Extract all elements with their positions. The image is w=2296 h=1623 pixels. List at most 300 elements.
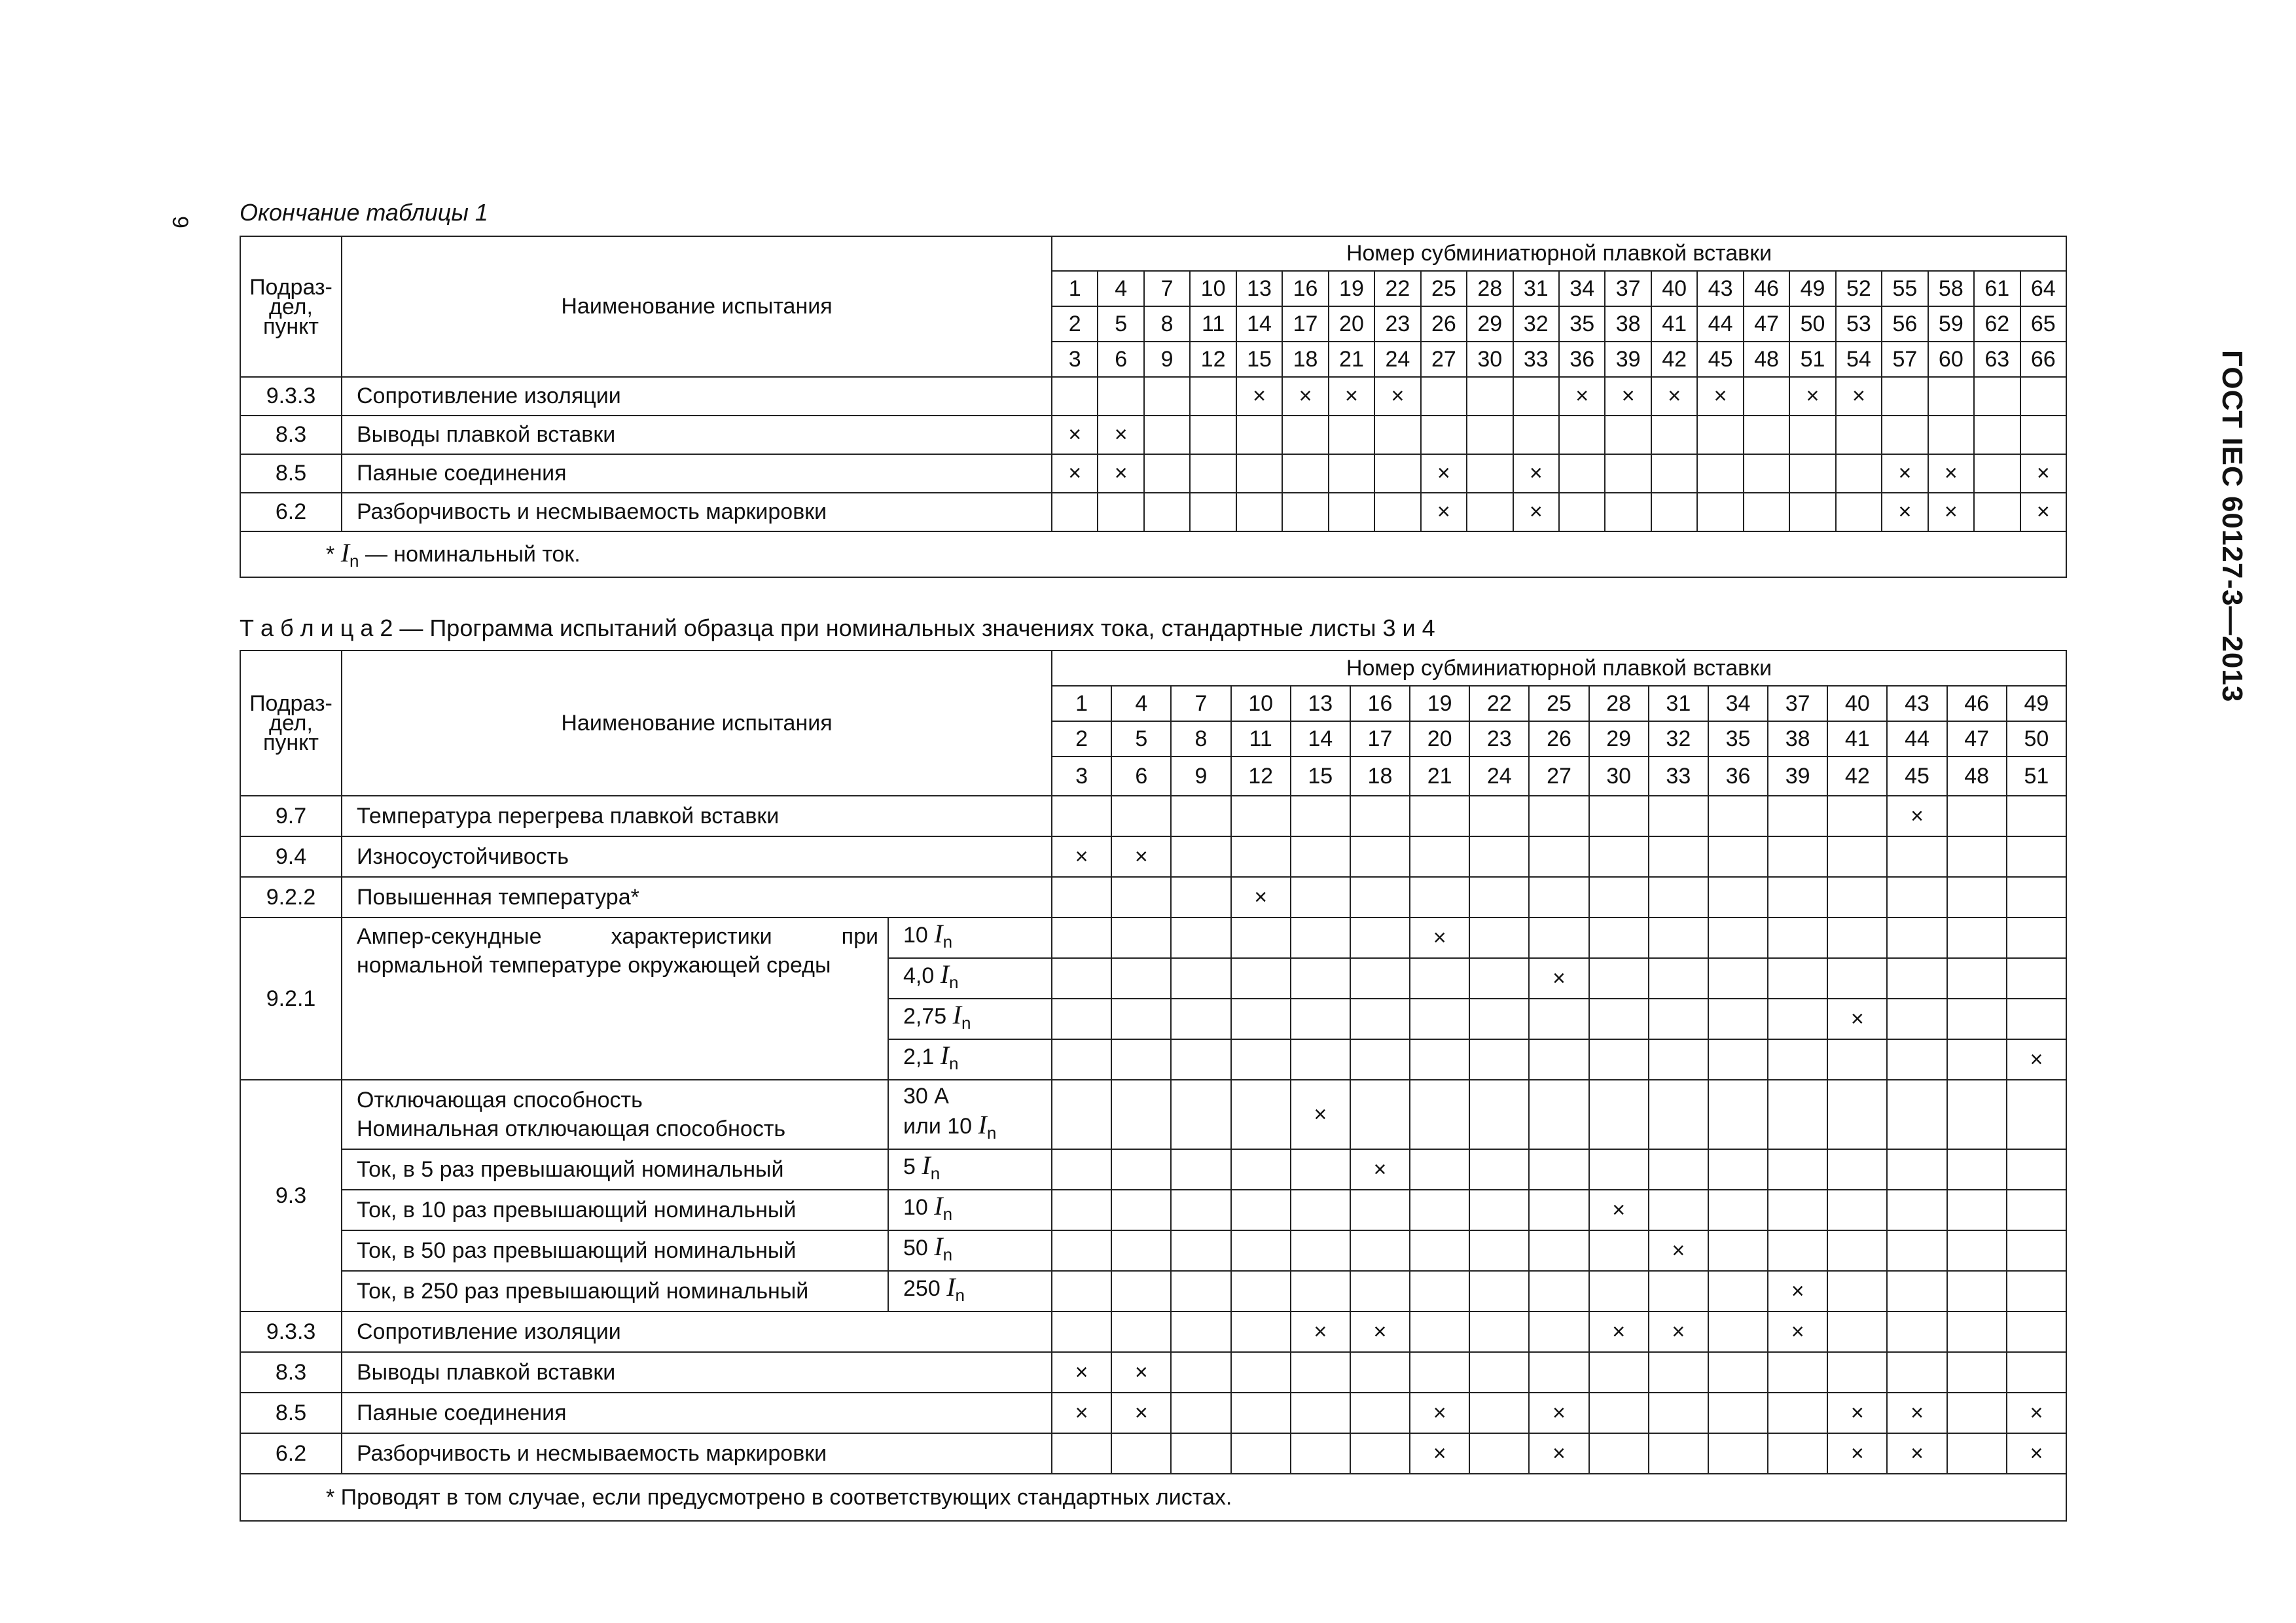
mark-cell: [1171, 1271, 1230, 1311]
mark-cell: [1513, 454, 1559, 493]
mark-cell: [1947, 796, 2007, 836]
mark-x: ×: [1552, 965, 1566, 991]
mark-cell: [1052, 999, 1111, 1039]
mark-cell: [1789, 454, 1835, 493]
mark-cell: [1768, 999, 1827, 1039]
mark-cell: [1947, 918, 2007, 958]
mark-x: ×: [2030, 1400, 2043, 1425]
mark-cell: [1529, 1352, 1588, 1393]
sample-number: 30: [1589, 757, 1649, 796]
mark-cell: [1111, 1393, 1171, 1433]
col-test-name-header: Наименование испытания: [342, 236, 1052, 377]
sample-number: 14: [1291, 721, 1350, 757]
sample-number: 63: [1974, 342, 2020, 377]
mark-cell: [1171, 1190, 1230, 1230]
mark-cell: [1231, 1352, 1291, 1393]
sample-number: 1: [1052, 686, 1111, 721]
current-subscript: n: [350, 551, 359, 571]
subsection-number: 9.4: [240, 836, 342, 877]
table2-footnote: * Проводят в том случае, если предусмотрено в соответствующих стандартных листах.: [240, 1474, 2066, 1521]
mark-cell: [1469, 796, 1529, 836]
mark-cell: [1144, 416, 1190, 454]
sample-number: 19: [1329, 271, 1374, 306]
table-row: [240, 377, 2066, 416]
mark-cell: [1589, 958, 1649, 999]
mark-cell: [1231, 796, 1291, 836]
sample-number: 38: [1605, 306, 1651, 342]
col-subsection-header: Подраз-дел, пункт: [240, 651, 342, 796]
current-symbol: I: [940, 959, 950, 990]
sample-number: 37: [1605, 271, 1651, 306]
test-name-line: Ток, в 250 раз превышающий номинальный: [357, 1279, 809, 1304]
mark-cell: [1052, 377, 1098, 416]
mark-cell: [1887, 1433, 1946, 1474]
mark-cell: [1882, 377, 1928, 416]
mark-cell: [1887, 958, 1946, 999]
table-row: [240, 1190, 2066, 1230]
mark-cell: [1236, 493, 1282, 531]
mark-cell: [1350, 1271, 1410, 1311]
sample-number: 41: [1651, 306, 1697, 342]
test-name-line: Ток, в 10 раз превышающий номинальный: [357, 1198, 797, 1222]
mark-cell: [1171, 1311, 1230, 1352]
mark-cell: [1098, 454, 1143, 493]
sample-number: 29: [1589, 721, 1649, 757]
mark-cell: [1469, 999, 1529, 1039]
mark-cell: [1291, 836, 1350, 877]
mark-x: ×: [2036, 461, 2050, 486]
mark-cell: [1887, 918, 1946, 958]
mark-cell: [1708, 1271, 1768, 1311]
sample-number: 28: [1589, 686, 1649, 721]
table2-footnote-row: [240, 1474, 2066, 1521]
sample-number: 33: [1513, 342, 1559, 377]
mark-cell: [1708, 877, 1768, 918]
mark-cell: [2007, 1230, 2066, 1271]
sample-number: 43: [1887, 686, 1946, 721]
mark-cell: [1171, 1393, 1230, 1433]
mark-x: ×: [1068, 422, 1082, 447]
mark-cell: [1350, 1230, 1410, 1271]
mark-cell: [1350, 1433, 1410, 1474]
mark-x: ×: [1552, 1440, 1566, 1466]
subsection-number: 9.3: [240, 1080, 342, 1311]
mark-cell: [1410, 1352, 1469, 1393]
sample-number: 21: [1410, 757, 1469, 796]
mark-cell: [1768, 1039, 1827, 1080]
current-multiplier: 10: [903, 923, 928, 948]
sample-number: 39: [1605, 342, 1651, 377]
mark-cell: [1529, 1271, 1588, 1311]
sample-number: 35: [1708, 721, 1768, 757]
mark-cell: [1768, 1230, 1827, 1271]
mark-x: ×: [1314, 1319, 1327, 1344]
mark-cell: [1529, 1080, 1588, 1149]
table2-caption: Т а б л и ц а 2 — Программа испытаний образца при номинальных значениях тока, стандартные листы 3 и 4: [240, 615, 1435, 641]
mark-cell: [1827, 1311, 1887, 1352]
test-name: Температура перегрева плавкой вставки: [342, 796, 1052, 836]
mark-cell: [2007, 999, 2066, 1039]
mark-cell: [1052, 836, 1111, 877]
test-name: Сопротивление изоляции: [342, 1311, 1052, 1352]
sample-number: 66: [2020, 342, 2067, 377]
mark-cell: [2007, 1149, 2066, 1190]
mark-cell: [1651, 416, 1697, 454]
mark-cell: [1410, 1433, 1469, 1474]
sample-number: 51: [1789, 342, 1835, 377]
mark-cell: [1708, 1352, 1768, 1393]
table1-header-row: [240, 236, 2066, 271]
table-row: [240, 877, 2066, 918]
mark-x: ×: [1075, 1359, 1088, 1385]
sample-number: 35: [1559, 306, 1605, 342]
subsection-number: 6.2: [240, 1433, 342, 1474]
mark-cell: [1827, 918, 1887, 958]
mark-x: ×: [1791, 1278, 1804, 1304]
mark-x: ×: [1850, 1006, 1864, 1031]
mark-cell: [1589, 1311, 1649, 1352]
mark-cell: [1974, 377, 2020, 416]
mark-x: ×: [1114, 461, 1128, 486]
sample-number: 1: [1052, 271, 1098, 306]
mark-x: ×: [1433, 925, 1446, 950]
sample-number: 27: [1529, 757, 1588, 796]
mark-cell: [1350, 1311, 1410, 1352]
mark-cell: [1052, 454, 1098, 493]
mark-cell: [2007, 1352, 2066, 1393]
test-name: Ампер-секундные характеристики при нормальной температуре окружающей среды: [342, 918, 888, 1080]
mark-cell: [1559, 493, 1605, 531]
mark-x: ×: [1299, 383, 1312, 408]
mark-cell: [1231, 1433, 1291, 1474]
mark-x: ×: [1114, 422, 1128, 447]
current-cell: [888, 1190, 1052, 1230]
mark-cell: [1467, 416, 1513, 454]
mark-cell: [1052, 1311, 1111, 1352]
mark-cell: [1291, 1039, 1350, 1080]
sample-number: 30: [1467, 342, 1513, 377]
mark-cell: [1513, 416, 1559, 454]
mark-cell: [1231, 958, 1291, 999]
mark-cell: [1171, 1230, 1230, 1271]
mark-cell: [2007, 1080, 2066, 1149]
mark-cell: [2007, 1433, 2066, 1474]
mark-cell: [1649, 1080, 1708, 1149]
mark-cell: [1329, 454, 1374, 493]
mark-cell: [1768, 1190, 1827, 1230]
mark-cell: [1052, 877, 1111, 918]
mark-x: ×: [1254, 884, 1268, 910]
sample-number: 32: [1513, 306, 1559, 342]
mark-cell: [1887, 1352, 1946, 1393]
sample-number: 19: [1410, 686, 1469, 721]
current-subscript: n: [961, 1012, 971, 1033]
sample-number: 45: [1697, 342, 1743, 377]
sample-number: 37: [1768, 686, 1827, 721]
mark-cell: [1529, 999, 1588, 1039]
current-multiplier: 250: [903, 1276, 941, 1302]
mark-cell: [1111, 918, 1171, 958]
current-multiplier: или 10: [903, 1114, 973, 1139]
mark-x: ×: [1713, 383, 1727, 408]
mark-cell: [1882, 416, 1928, 454]
sample-number: 51: [2007, 757, 2066, 796]
table-row: [240, 1271, 2066, 1311]
sample-number-group-header: Номер субминиатюрной плавкой вставки: [1052, 236, 2066, 271]
mark-cell: [1827, 999, 1887, 1039]
mark-cell: [1744, 493, 1789, 531]
current-cell: [888, 1271, 1052, 1311]
mark-cell: [1649, 1271, 1708, 1311]
table-row: [240, 796, 2066, 836]
test-name: Выводы плавкой вставки: [342, 1352, 1052, 1393]
mark-cell: [1947, 1433, 2007, 1474]
sample-number: 52: [1836, 271, 1882, 306]
mark-cell: [1171, 1433, 1230, 1474]
mark-x: ×: [1910, 1440, 1924, 1466]
sample-number: 25: [1529, 686, 1588, 721]
mark-x: ×: [1791, 1319, 1804, 1344]
mark-cell: [1291, 999, 1350, 1039]
sample-number: 31: [1649, 686, 1708, 721]
mark-cell: [1291, 877, 1350, 918]
mark-cell: [1649, 1039, 1708, 1080]
mark-cell: [1469, 1433, 1529, 1474]
mark-x: ×: [1612, 1197, 1626, 1222]
mark-cell: [1231, 1271, 1291, 1311]
sample-number: 34: [1559, 271, 1605, 306]
mark-cell: [2007, 958, 2066, 999]
mark-x: ×: [1552, 1400, 1566, 1425]
sample-number: 15: [1291, 757, 1350, 796]
test-name-line: Ток, в 5 раз превышающий номинальный: [357, 1157, 784, 1182]
sample-number: 12: [1231, 757, 1291, 796]
sample-number: 60: [1928, 342, 1974, 377]
mark-cell: [1171, 918, 1230, 958]
sample-number: 17: [1350, 721, 1410, 757]
sample-number: 29: [1467, 306, 1513, 342]
sample-number: 4: [1111, 686, 1171, 721]
subsection-number: 8.5: [240, 1393, 342, 1433]
mark-cell: [1947, 877, 2007, 918]
mark-x: ×: [1134, 844, 1148, 869]
mark-cell: [1111, 1190, 1171, 1230]
mark-x: ×: [1944, 499, 1958, 524]
mark-cell: [1768, 836, 1827, 877]
mark-cell: [1589, 1230, 1649, 1271]
mark-cell: [1827, 836, 1887, 877]
mark-cell: [1708, 1230, 1768, 1271]
mark-cell: [1111, 958, 1171, 999]
current-subscript: n: [949, 1053, 959, 1073]
mark-x: ×: [2030, 1440, 2043, 1466]
mark-cell: [2007, 1039, 2066, 1080]
mark-cell: [1350, 1039, 1410, 1080]
sample-number: 48: [1947, 757, 2007, 796]
mark-x: ×: [1850, 1400, 1864, 1425]
mark-cell: [1827, 1149, 1887, 1190]
mark-cell: [1469, 877, 1529, 918]
mark-cell: [1291, 1352, 1350, 1393]
mark-cell: [1768, 1352, 1827, 1393]
mark-cell: [1291, 1080, 1350, 1149]
mark-x: ×: [1612, 1319, 1626, 1344]
sample-number: 47: [1744, 306, 1789, 342]
mark-cell: [1350, 999, 1410, 1039]
mark-cell: [1171, 1149, 1230, 1190]
mark-x: ×: [1850, 1440, 1864, 1466]
mark-cell: [1098, 416, 1143, 454]
sample-number: 15: [1236, 342, 1282, 377]
sample-number: 56: [1882, 306, 1928, 342]
mark-cell: [1589, 1271, 1649, 1311]
sample-number: 42: [1827, 757, 1887, 796]
current-cell: [888, 918, 1052, 958]
mark-cell: [1768, 877, 1827, 918]
mark-cell: [1649, 877, 1708, 918]
table-row: [240, 1352, 2066, 1393]
mark-x: ×: [1910, 1400, 1924, 1425]
mark-cell: [1291, 1230, 1350, 1271]
mark-x: ×: [2030, 1046, 2043, 1072]
mark-x: ×: [1437, 461, 1450, 486]
table2-header-row: [240, 651, 2066, 686]
sample-number: 27: [1421, 342, 1467, 377]
current-subscript: n: [942, 931, 953, 952]
mark-cell: [1768, 1080, 1827, 1149]
mark-cell: [1789, 377, 1835, 416]
mark-cell: [1291, 1393, 1350, 1433]
mark-cell: [1744, 454, 1789, 493]
current-multiplier: 4,0: [903, 963, 935, 989]
sample-number: 38: [1768, 721, 1827, 757]
mark-cell: [1190, 377, 1236, 416]
mark-cell: [1052, 1352, 1111, 1393]
mark-x: ×: [1391, 383, 1405, 408]
test-name-line: Номинальная отключающая способность: [357, 1116, 786, 1141]
mark-cell: [1410, 796, 1469, 836]
sample-number: 13: [1291, 686, 1350, 721]
mark-cell: [1559, 377, 1605, 416]
mark-cell: [1827, 1230, 1887, 1271]
sample-number: 26: [1421, 306, 1467, 342]
mark-cell: [1708, 796, 1768, 836]
mark-cell: [1190, 493, 1236, 531]
table2: [240, 650, 2067, 1522]
mark-cell: [1651, 454, 1697, 493]
mark-cell: [1649, 1311, 1708, 1352]
mark-cell: [1529, 1433, 1588, 1474]
mark-cell: [1836, 493, 1882, 531]
sample-number: 18: [1350, 757, 1410, 796]
current-subscript: n: [930, 1163, 941, 1183]
mark-cell: [1410, 1271, 1469, 1311]
mark-cell: [1529, 958, 1588, 999]
mark-cell: [1529, 1393, 1588, 1433]
sample-number: 18: [1282, 342, 1328, 377]
mark-cell: [1111, 1080, 1171, 1149]
mark-x: ×: [1345, 383, 1358, 408]
current-symbol: I: [940, 1041, 950, 1071]
mark-cell: [1282, 454, 1328, 493]
mark-cell: [1836, 377, 1882, 416]
sample-number: 36: [1708, 757, 1768, 796]
sample-number: 54: [1836, 342, 1882, 377]
mark-cell: [1171, 1039, 1230, 1080]
mark-cell: [1469, 1190, 1529, 1230]
table-row: [240, 1393, 2066, 1433]
page-number: 9: [167, 216, 192, 228]
mark-cell: [1708, 1433, 1768, 1474]
mark-cell: [1282, 493, 1328, 531]
mark-cell: [1887, 796, 1946, 836]
current-cell: [888, 1230, 1052, 1271]
mark-cell: [1529, 877, 1588, 918]
mark-cell: [1887, 1039, 1946, 1080]
mark-cell: [1827, 1393, 1887, 1433]
mark-cell: [2020, 454, 2067, 493]
sample-number: 22: [1469, 686, 1529, 721]
current-cell: [888, 999, 1052, 1039]
mark-cell: [1111, 1311, 1171, 1352]
mark-cell: [2007, 918, 2066, 958]
sample-number: 7: [1171, 686, 1230, 721]
mark-cell: [1291, 1149, 1350, 1190]
mark-cell: [1111, 1039, 1171, 1080]
mark-cell: [1374, 454, 1420, 493]
mark-cell: [1350, 1080, 1410, 1149]
mark-cell: [1529, 1230, 1588, 1271]
test-name: Разборчивость и несмываемость маркировки: [342, 493, 1052, 531]
test-name: Паяные соединения: [342, 1393, 1052, 1433]
mark-cell: [1111, 999, 1171, 1039]
test-name: Паяные соединения: [342, 454, 1052, 493]
table-row: [240, 493, 2066, 531]
mark-x: ×: [1373, 1156, 1387, 1182]
mark-cell: [1827, 1039, 1887, 1080]
current-symbol: I: [946, 1272, 956, 1302]
mark-cell: [1529, 918, 1588, 958]
mark-cell: [1928, 377, 1974, 416]
mark-cell: [1887, 1190, 1946, 1230]
current-cell: [888, 1080, 1052, 1149]
sample-number: 20: [1329, 306, 1374, 342]
mark-cell: [1768, 1311, 1827, 1352]
sample-number: 41: [1827, 721, 1887, 757]
mark-cell: [1947, 958, 2007, 999]
sample-number: 46: [1744, 271, 1789, 306]
mark-cell: [1282, 416, 1328, 454]
mark-cell: [1374, 493, 1420, 531]
mark-x: ×: [1075, 844, 1088, 869]
mark-cell: [1171, 958, 1230, 999]
sample-number: 24: [1469, 757, 1529, 796]
sample-number: 23: [1374, 306, 1420, 342]
mark-cell: [1421, 493, 1467, 531]
sample-number: 22: [1374, 271, 1420, 306]
mark-cell: [1697, 454, 1743, 493]
mark-cell: [1410, 918, 1469, 958]
mark-cell: [1887, 1080, 1946, 1149]
mark-cell: [1171, 836, 1230, 877]
mark-cell: [1350, 796, 1410, 836]
mark-cell: [1144, 493, 1190, 531]
sample-number: 6: [1098, 342, 1143, 377]
mark-cell: [1589, 918, 1649, 958]
mark-cell: [1111, 1352, 1171, 1393]
mark-cell: [1410, 836, 1469, 877]
mark-cell: [1052, 918, 1111, 958]
